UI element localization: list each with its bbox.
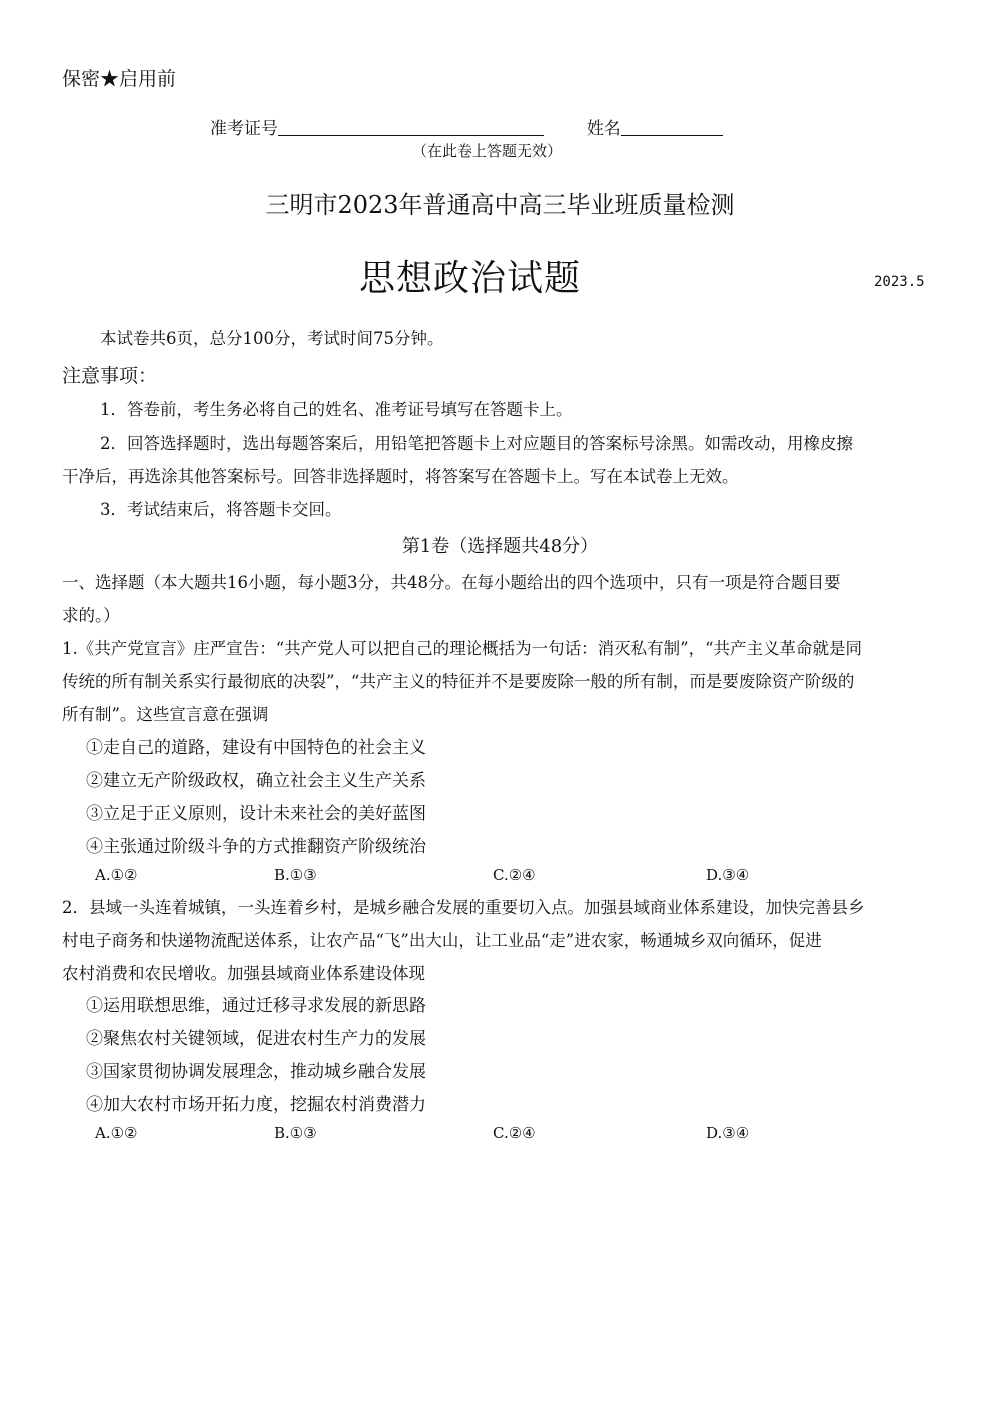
notice-item: 2．回答选择题时，选出每题答案后，用铅笔把答题卡上对应题目的答案标号涂黑。如需改动，用橡皮擦: [100, 434, 853, 453]
exam-id-label: 准考证号: [210, 119, 278, 139]
name-label: 姓名: [586, 119, 621, 139]
statement: ④主张通过阶级斗争的方式推翻资产阶级统治: [86, 837, 426, 857]
question-stem: 传统的所有制关系实行最彻底的决裂”，“共产主义的特征并不是要废除一般的所有制，而是要废除资产阶级的: [62, 672, 855, 691]
exam-id-blank[interactable]: [278, 117, 544, 136]
choice-b: B.①③: [274, 1124, 317, 1142]
statement: ②聚焦农村关键领域，促进农村生产力的发展: [86, 1029, 426, 1049]
question-stem: 村电子商务和快递物流配送体系，让农产品“飞”出大山，让工业品“走”进农家，畅通城乡双向循环，促进: [62, 931, 822, 950]
statement: ③立足于正义原则，设计未来社会的美好蓝图: [86, 804, 426, 824]
notice-item: 3．考试结束后，将答题卡交回。: [100, 500, 342, 519]
notice-title: 注意事项：: [62, 365, 158, 387]
exam-title: 三明市2023年普通高中高三毕业班质量检测: [265, 191, 735, 219]
name-blank[interactable]: [621, 117, 723, 136]
choice-a: A.①②: [95, 1124, 138, 1142]
choice-d: D.③④: [706, 866, 750, 884]
question-stem: 1.《共产党宣言》庄严宣告：“共产党人可以把自己的理论概括为一句话：消灭私有制”，“共产主义革命就是同: [62, 639, 863, 658]
choice-c: C.②④: [493, 1124, 536, 1142]
choice-c: C.②④: [493, 866, 536, 884]
notice-item: 干净后，再选涂其他答案标号。回答非选择题时，将答案写在答题卡上。写在本试卷上无效。: [62, 467, 739, 486]
statement: ①运用联想思维，通过迁移寻求发展的新思路: [86, 996, 426, 1016]
question-stem: 所有制”。这些宣言意在强调: [62, 705, 269, 724]
invalid-note: （在此卷上答题无效）: [412, 142, 563, 160]
candidate-info-row: [210, 114, 723, 139]
statement: ②建立无产阶级政权，确立社会主义生产关系: [86, 771, 426, 791]
statement: ③国家贯彻协调发展理念，推动城乡融合发展: [86, 1062, 426, 1082]
question-stem: 2．县域一头连着城镇，一头连着乡村，是城乡融合发展的重要切入点。加强县域商业体系建设，加快完善县乡: [62, 898, 865, 917]
section-instruction: 一、选择题（本大题共16小题，每小题3分，共48分。在每小题给出的四个选项中，只有一项是符合题目要: [62, 573, 841, 592]
confidential-label: 保密★启用前: [62, 68, 177, 90]
section-title: 第1卷（选择题共48分）: [401, 536, 599, 557]
subject-title: 思想政治试题: [358, 258, 581, 299]
section-instruction: 求的。）: [62, 606, 120, 625]
intro-text: 本试卷共6页，总分100分，考试时间75分钟。: [100, 329, 444, 348]
statement: ①走自己的道路，建设有中国特色的社会主义: [86, 738, 426, 758]
choice-a: A.①②: [95, 866, 138, 884]
notice-item: 1．答卷前，考生务必将自己的姓名、准考证号填写在答题卡上。: [100, 400, 573, 419]
question-stem: 农村消费和农民增收。加强县域商业体系建设体现: [62, 964, 425, 983]
choice-d: D.③④: [706, 1124, 750, 1142]
statement: ④加大农村市场开拓力度，挖掘农村消费潜力: [86, 1095, 426, 1115]
choice-b: B.①③: [274, 866, 317, 884]
exam-date: 2023.5: [874, 274, 925, 290]
